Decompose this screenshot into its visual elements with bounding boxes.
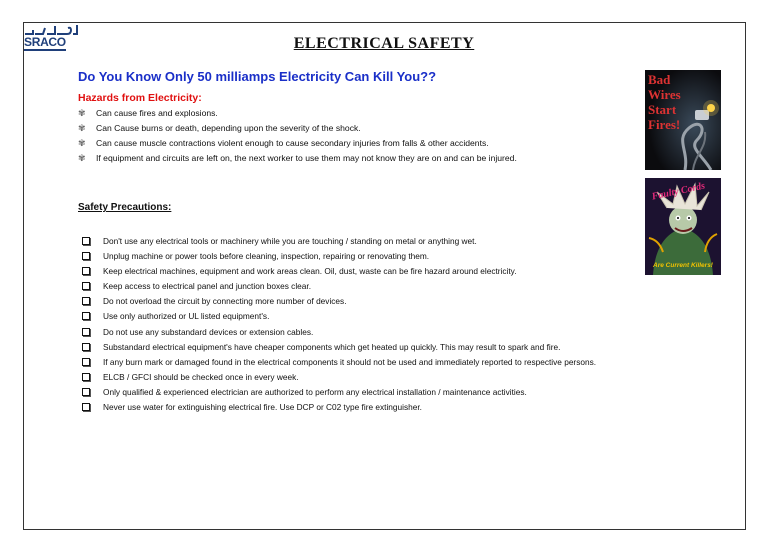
precautions-heading: Safety Precautions: [78, 202, 172, 213]
bullet-icon: ✾ [78, 138, 86, 148]
precaution-item: ELCB / GFCI should be checked once in every week. [82, 372, 652, 383]
checkbox-bullet-icon [82, 282, 90, 290]
hazard-item: ✾ Can Cause burns or death, depending upon the severity of the shock. [78, 123, 361, 133]
precaution-item: Keep access to electrical panel and junction boxes clear. [82, 281, 652, 292]
hazard-item: ✾ If equipment and circuits are left on, the next worker to use them may not know they are on and can be injured. [78, 153, 517, 163]
bullet-icon: ✾ [78, 108, 86, 118]
checkbox-bullet-icon [82, 267, 90, 275]
sraco-logo-text: SRACO [24, 35, 66, 49]
poster-text-line: Wires [648, 87, 681, 102]
hazards-list [78, 108, 558, 168]
bad-wires-poster [645, 70, 721, 170]
precaution-item: Unplug machine or power tools before cleaning, inspection, repairing or renovating them. [82, 251, 652, 262]
hazard-item: ✾ Can cause fires and explosions. [78, 108, 218, 118]
checkbox-bullet-icon [82, 237, 90, 245]
checkbox-bullet-icon [82, 328, 90, 336]
precaution-item: Use only authorized or UL listed equipment's. [82, 311, 652, 322]
hazard-item: ✾ Can cause muscle contractions violent enough to cause secondary injuries from falls & other accidents. [78, 138, 489, 148]
precaution-item: Substandard electrical equipment's have cheaper components which get heated up quickly. This may result to spark and fire. [82, 342, 652, 353]
poster-text-line: Bad [648, 72, 671, 87]
checkbox-bullet-icon [82, 358, 90, 366]
checkbox-bullet-icon [82, 252, 90, 260]
precaution-item: Do not overload the circuit by connecting more number of devices. [82, 296, 652, 307]
precaution-item: If any burn mark or damaged found in the electrical components it should not be used and immediately reported to respective persons. [82, 357, 652, 368]
precaution-item: Only qualified & experienced electrician are authorized to perform any electrical installation / maintenance activities. [82, 387, 573, 398]
warning-headline: Do You Know Only 50 milliamps Electricity Can Kill You?? [78, 69, 437, 84]
precaution-item: Don't use any electrical tools or machinery while you are touching / standing on metal or anything wet. [82, 236, 652, 247]
checkbox-bullet-icon [82, 403, 90, 411]
precaution-item: Keep electrical machines, equipment and work areas clean. Oil, dust, waste can be fire hazard around electricity. [82, 266, 573, 277]
checkbox-bullet-icon [82, 297, 90, 305]
poster-text-line: Start [648, 102, 677, 117]
faulty-cords-poster [645, 178, 721, 275]
poster-caption: Are Current Killers! [653, 262, 713, 269]
poster-text-line: Fires! [648, 117, 681, 132]
page-title: ELECTRICAL SAFETY [293, 35, 475, 52]
checkbox-bullet-icon [82, 388, 90, 396]
checkbox-bullet-icon [82, 343, 90, 351]
checkbox-bullet-icon [82, 312, 90, 320]
checkbox-bullet-icon [82, 373, 90, 381]
precaution-item: Do not use any substandard devices or extension cables. [82, 327, 652, 338]
bullet-icon: ✾ [78, 153, 86, 163]
hazards-heading: Hazards from Electricity: [78, 92, 202, 104]
precaution-item: Never use water for extinguishing electrical fire. Use DCP or C02 type fire extinguisher. [82, 402, 652, 413]
poster-title: Faulty Cords [650, 180, 707, 203]
precautions-list [82, 236, 652, 417]
bullet-icon: ✾ [78, 123, 86, 133]
